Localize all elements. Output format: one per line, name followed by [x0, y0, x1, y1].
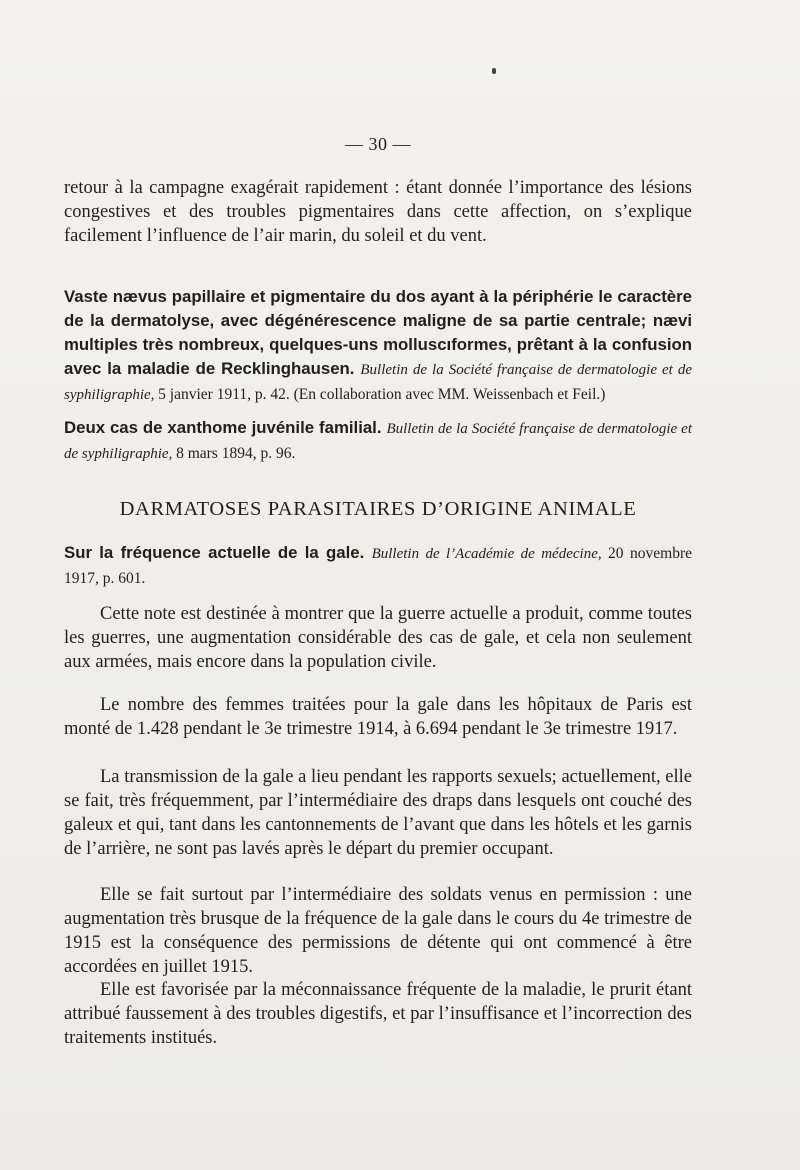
- page-number: — 30 —: [345, 134, 411, 154]
- entry-1-title: Vaste nævus papillaire et pigmentaire du dos ayant à la périphérie le caractère de la dermatolyse, avec dégénérescence maligne de sa partie centrale; nævi multiples très nombreux, quelques-uns molluscıformes, prêtant à la confusion avec la maladie de Recklinghausen.: [64, 287, 692, 378]
- opening-paragraph: retour à la campagne exagérait rapidement : étant donnée l’importance des lésions congestives et des troubles pigmentaires dans cette affection, on s’explique facilement l’influence de l’air marin, du soleil et du vent.: [64, 178, 692, 246]
- ink-spot: [492, 68, 496, 74]
- body-paragraph-3: La transmission de la gale a lieu pendant les rapports sexuels; actuellement, elle se fait, très fréquemment, par l’intermédiaire des draps dans lesquels ont couché des galeux et qui, tant dans les cantonnements de l’avant que dans les hôtels et les garnis de l’arrière, ne sont pas lavés après le départ du premier occupant.: [64, 767, 692, 859]
- entry-1-details: 5 janvier 1911, p. 42. (En collaboration avec MM. Weissenbach et Feil.): [158, 386, 606, 403]
- subentry-journal: Bulletin de l’Académie de médecine,: [371, 546, 608, 562]
- entry-2-title: Deux cas de xanthome juvénile familial.: [64, 418, 387, 437]
- body-paragraph-1: Cette note est destinée à montrer que la guerre actuelle a produit, comme toutes les guerres, une augmentation considérable des cas de gale, et cela non seulement aux armées, mais encore dans la population civile.: [64, 604, 692, 672]
- bibliography-entry-2: [64, 416, 692, 466]
- entry-1-journal: Bulletin de la Société française de dermatologie et de syphiligraphie,: [64, 362, 693, 403]
- bibliography-entry-1: [64, 285, 692, 407]
- body-paragraph-4: Elle se fait surtout par l’intermédiaire des soldats venus en permission : une augmentation très brusque de la fréquence de la gale dans le cours du 4e trimestre de 1915 est la conséquence des permissions de détente qui ont commencé à être accordées en juillet 1915.: [64, 885, 692, 977]
- body-paragraph-2: Le nombre des femmes traitées pour la gale dans les hôpitaux de Paris est monté de 1.428 pendant le 3e trimestre 1914, à 6.694 pendant le 3e trimestre 1917.: [64, 695, 692, 739]
- entry-2-details: 8 mars 1894, p. 96.: [176, 445, 296, 462]
- subentry-details: 20 novembre 1917, p. 601.: [64, 545, 692, 587]
- entry-2-journal: Bulletin de la Société française de dermatologie et de syphiligraphie,: [64, 421, 693, 462]
- subentry-title: Sur la fréquence actuelle de la gale.: [64, 543, 372, 562]
- subentry: [64, 541, 692, 591]
- body-paragraph-5: Elle est favorisée par la méconnaissance fréquente de la maladie, le prurit étant attribué faussement à des troubles digestifs, et par l’insuffisance et l’incorrection des traitements institués.: [64, 980, 692, 1048]
- section-heading: DARMATOSES PARASITAIRES D’ORIGINE ANIMALE: [119, 498, 637, 520]
